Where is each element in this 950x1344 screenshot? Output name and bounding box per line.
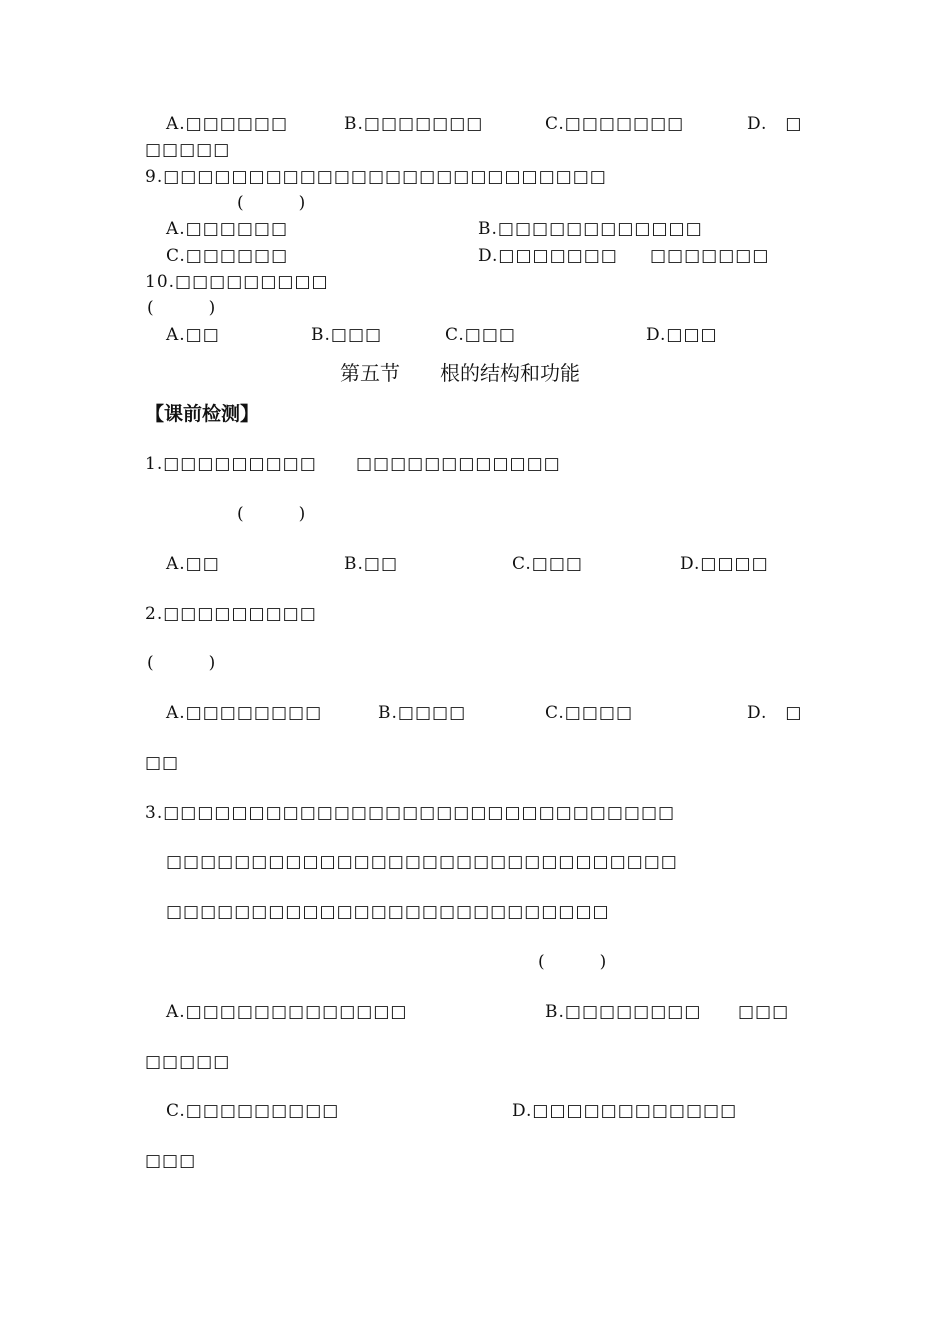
- q9-option-b: B.□□□□□□□□□□□□: [478, 219, 703, 239]
- pre-q2-option-d: D. □: [747, 703, 803, 723]
- q10-option-c: C.□□□: [445, 325, 516, 345]
- pre-q3-option-c: C.□□□□□□□□□: [166, 1101, 340, 1121]
- pre-q3-option-d: D.□□□□□□□□□□□□: [512, 1101, 738, 1121]
- q10-answer-paren: ( ): [147, 298, 217, 318]
- q10-option-a: A.□□: [166, 325, 220, 345]
- q8-option-d: D. □: [747, 114, 803, 134]
- pre-q3-answer-paren: ( ): [538, 952, 608, 972]
- q9-option-c: C.□□□□□□: [166, 246, 289, 266]
- q10-option-b: B.□□□: [311, 325, 383, 345]
- pre-q2-option-c: C.□□□□: [545, 703, 634, 723]
- pre-q1-stem: 1.□□□□□□□□□: [145, 454, 317, 474]
- pre-q3-option-b-wrap: □□□□□: [145, 1052, 231, 1072]
- q9-option-d-cont: □□□□□□□: [650, 246, 770, 266]
- pre-q1-option-d: D.□□□□: [680, 554, 769, 574]
- section-label: 【课前检测】: [145, 403, 260, 425]
- q8-option-a: A.□□□□□□: [166, 114, 289, 134]
- q8-option-b: B.□□□□□□□: [344, 114, 484, 134]
- pre-q1-option-c: C.□□□: [512, 554, 583, 574]
- pre-q3-option-b-cont: □□□: [738, 1002, 790, 1022]
- q9-answer-paren: ( ): [237, 193, 307, 213]
- q9-option-a: A.□□□□□□: [166, 219, 289, 239]
- pre-q3-stem-line3: □□□□□□□□□□□□□□□□□□□□□□□□□□: [166, 902, 610, 922]
- q8-option-d-wrap: □□□□□: [145, 140, 231, 160]
- pre-q2-option-a: A.□□□□□□□□: [166, 703, 323, 723]
- pre-q3-option-d-wrap: □□□: [145, 1151, 197, 1171]
- q9-stem: 9.□□□□□□□□□□□□□□□□□□□□□□□□□□: [145, 167, 607, 187]
- pre-q1-option-a: A.□□: [166, 554, 220, 574]
- pre-q3-stem-line1: 3.□□□□□□□□□□□□□□□□□□□□□□□□□□□□□□: [145, 803, 676, 823]
- pre-q1-stem-cont: □□□□□□□□□□□□: [356, 454, 561, 474]
- q9-option-d: D.□□□□□□□: [478, 246, 618, 266]
- pre-q3-option-a: A.□□□□□□□□□□□□□: [166, 1002, 408, 1022]
- q10-stem: 10.□□□□□□□□□: [145, 272, 329, 292]
- q10-option-d: D.□□□: [646, 325, 718, 345]
- pre-q2-option-d-wrap: □□: [145, 753, 180, 773]
- pre-q3-option-b: B.□□□□□□□□: [545, 1002, 702, 1022]
- pre-q1-answer-paren: ( ): [237, 504, 307, 524]
- pre-q2-option-b: B.□□□□: [378, 703, 467, 723]
- pre-q1-option-b: B.□□: [344, 554, 399, 574]
- pre-q3-stem-line2: □□□□□□□□□□□□□□□□□□□□□□□□□□□□□□: [166, 852, 678, 872]
- pre-q2-stem: 2.□□□□□□□□□: [145, 604, 317, 624]
- pre-q2-answer-paren: ( ): [147, 653, 217, 673]
- q8-option-c: C.□□□□□□□: [545, 114, 685, 134]
- section-title: 第五节 根的结构和功能: [340, 361, 580, 385]
